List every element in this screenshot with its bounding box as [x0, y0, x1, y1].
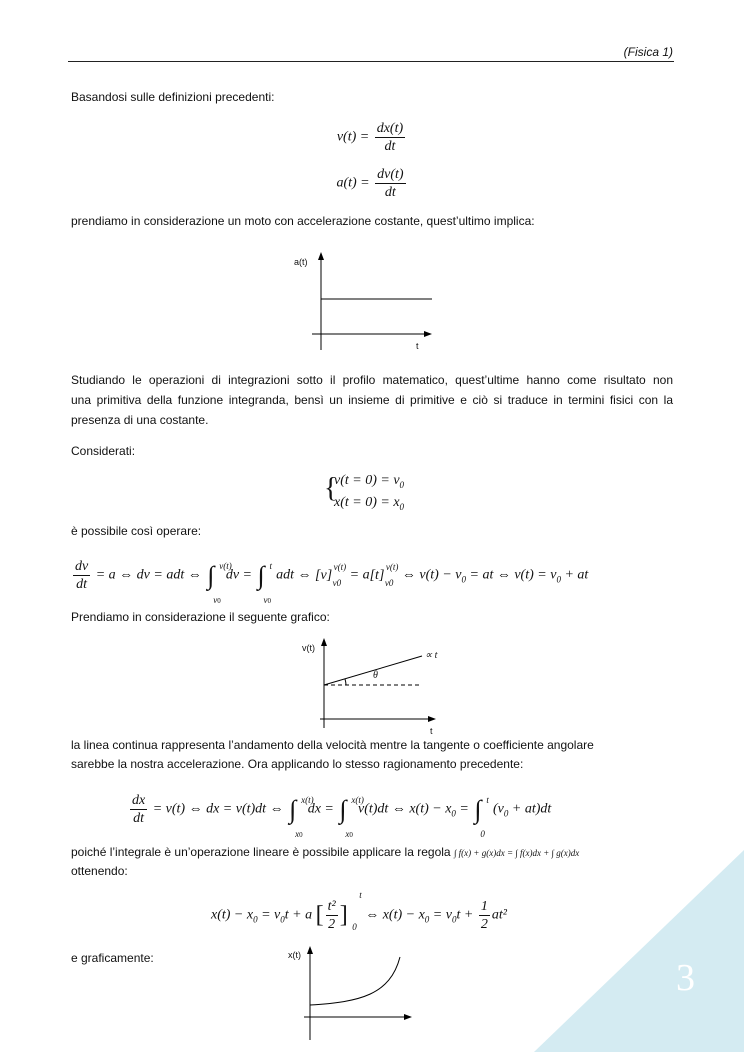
- eq-part: = a ⇔ dv = adt ⇔: [95, 567, 202, 583]
- paragraph: Prendiamo in considerazione il seguente grafico:: [71, 610, 330, 624]
- angle-arc: [345, 679, 346, 685]
- eq-part: + at: [564, 567, 589, 583]
- denominator: dt: [384, 185, 396, 200]
- lower-limit: v0: [263, 594, 272, 605]
- upper-limit: v(t): [219, 560, 232, 571]
- numerator: dv: [75, 559, 89, 574]
- angle-label: θ: [373, 670, 378, 681]
- eq-part: = v: [261, 907, 281, 923]
- paragraph-line: sarebbe la nostra accelerazione. Ora applicando lo stesso ragionamento precedente:: [71, 757, 524, 771]
- integral-sign: ∫ t 0: [474, 797, 481, 823]
- upper-limit: x(t): [301, 794, 314, 805]
- evaluated-bracket: [315, 561, 347, 588]
- eq-lhs: v(t) =: [336, 129, 370, 145]
- integral-sign: ∫ v(t) v0: [207, 563, 214, 589]
- bracket: [v]: [315, 567, 333, 583]
- y-arrow-icon: [318, 252, 324, 260]
- fraction: [375, 120, 405, 155]
- numerator: dv(t): [377, 167, 404, 182]
- eq-part: + at)dt: [511, 801, 552, 817]
- integral-sign: ∫ t v0: [258, 563, 265, 589]
- integral-sign: ∫ x(t) x0: [339, 797, 346, 823]
- graph2-ylabel: v(t): [302, 643, 315, 653]
- eq-part: = v(t) ⇔ dx = v(t)dt ⇔: [152, 801, 284, 817]
- proportional-label: ∝ t: [425, 650, 438, 661]
- initial-conditions-system: [324, 472, 404, 516]
- denominator: 2: [328, 917, 336, 932]
- eq-part: ⇔ x(t) − x: [365, 907, 425, 923]
- eq-part: ⇔ v(t) − v: [401, 567, 462, 583]
- subscript: 0: [399, 501, 405, 512]
- integral-sign: ∫ x(t) x0: [289, 797, 296, 823]
- eq-part: x(t) − x: [211, 907, 254, 923]
- lower-limit: 0: [352, 922, 357, 932]
- denominator: dt: [133, 811, 145, 826]
- equation-position-final: [211, 890, 507, 933]
- lower-limit: 0: [480, 828, 485, 839]
- equation-acceleration: [0, 166, 744, 201]
- subscript: 0: [451, 808, 456, 819]
- graph-position: [290, 940, 430, 1045]
- evaluated-bracket: [ $\frac{\text{t²}}{2}$ ] t 0: [315, 890, 362, 932]
- eq-part: t + a: [284, 907, 313, 923]
- eq-part: dx =: [307, 801, 334, 817]
- subscript: 0: [503, 808, 509, 819]
- eq-part: = at ⇔ v(t) = v: [469, 567, 557, 583]
- subscript: 0: [253, 914, 258, 925]
- paragraph-line: ottenendo:: [71, 864, 128, 878]
- upper-limit: t: [359, 890, 362, 900]
- header-divider: [68, 61, 674, 62]
- x-arrow-icon: [428, 716, 436, 722]
- x-arrow-icon: [404, 1014, 412, 1020]
- fraction: [479, 898, 490, 933]
- upper-limit: v(t): [333, 561, 347, 572]
- denominator: dt: [76, 577, 88, 592]
- condition-v: v(t = 0) = v: [334, 473, 400, 488]
- condition-x: x(t = 0) = x: [334, 494, 400, 510]
- numerator: 1: [480, 899, 488, 914]
- evaluated-bracket: [369, 561, 399, 588]
- paragraph: Basandosi sulle definizioni precedenti:: [71, 90, 275, 104]
- lower-limit: v0: [384, 577, 394, 588]
- numerator: t²: [327, 899, 336, 914]
- paragraph: è possibile così operare:: [71, 524, 202, 538]
- upper-limit: x(t): [351, 794, 364, 805]
- eq-part: =: [459, 801, 469, 817]
- y-arrow-icon: [307, 946, 313, 954]
- paragraph-text: poiché l’integrale è un’operazione lineare è possibile applicare la regola: [71, 845, 451, 859]
- lower-limit: v0: [332, 577, 342, 588]
- header-label: (Fisica 1): [623, 45, 673, 59]
- subscript: 0: [399, 479, 405, 490]
- subscript: 0: [461, 574, 466, 585]
- eq-part: (v: [492, 801, 504, 817]
- paragraph: prendiamo in considerazione un moto con accelerazione costante, quest’ultimo implica:: [71, 214, 535, 228]
- graph1-xlabel: t: [416, 341, 419, 351]
- y-arrow-icon: [321, 638, 327, 646]
- eq-part: adt ⇔: [276, 567, 312, 583]
- subscript: 0: [451, 914, 457, 925]
- paragraph: Considerati:: [71, 444, 136, 458]
- brace: {: [324, 473, 338, 504]
- eq-part: dv =: [225, 567, 253, 583]
- corner-triangle: [534, 850, 744, 1052]
- subscript: 0: [424, 914, 430, 925]
- paragraph-line: la linea continua rappresenta l’andamento della velocità mentre la tangente o coefficiente angolare: [71, 738, 594, 752]
- graph1-ylabel: a(t): [294, 257, 308, 267]
- linearity-rule: ∫ f(x) + g(x)dx = ∫ f(x)dx + ∫ g(x)dx: [453, 848, 580, 858]
- fraction: [375, 166, 405, 201]
- paragraph-line: Studiando le operazioni di integrazioni sotto il profilo matematico, quest’ultime hanno come risultato non: [71, 373, 673, 387]
- upper-limit: v(t): [385, 561, 399, 572]
- fraction: [130, 792, 147, 827]
- upper-limit: t: [269, 560, 273, 571]
- eq-part: t +: [456, 907, 474, 923]
- subscript: 0: [280, 914, 285, 925]
- paragraph-line: presenza di una costante.: [71, 413, 209, 427]
- lower-limit: x0: [345, 828, 353, 839]
- bracket: [t]: [369, 567, 385, 583]
- eq-part: v(t)dt ⇔ x(t) − x: [358, 801, 452, 817]
- eq-lhs: a(t) =: [336, 175, 370, 191]
- corner-decoration: [534, 850, 744, 1052]
- x-arrow-icon: [424, 331, 432, 337]
- paragraph: e graficamente:: [71, 951, 154, 965]
- lower-limit: v0: [213, 594, 221, 605]
- lower-limit: x0: [295, 828, 303, 839]
- numerator: dx: [132, 793, 146, 808]
- paragraph-line: una primitiva della funzione integranda, bensì un insieme di primitive e ciò si traduce in termini fisici con la: [71, 393, 673, 407]
- equation-velocity-derivation: [71, 558, 589, 605]
- upper-limit: t: [486, 794, 489, 805]
- graph2-xlabel: t: [430, 726, 433, 736]
- parabola-curve: [310, 957, 400, 1005]
- graph3-ylabel: x(t): [288, 950, 301, 960]
- denominator: 2: [480, 917, 488, 932]
- denominator: dt: [384, 139, 396, 154]
- fraction: [326, 898, 338, 933]
- numerator: dx(t): [376, 121, 404, 136]
- page-number: 3: [676, 957, 695, 999]
- fraction: [73, 558, 90, 593]
- equation-velocity: [0, 120, 744, 155]
- eq-part: at²: [491, 907, 507, 923]
- equation-position-derivation: [128, 792, 552, 839]
- subscript: 0: [556, 574, 561, 585]
- eq-part: = v: [432, 907, 452, 923]
- eq-part: = a: [349, 567, 370, 583]
